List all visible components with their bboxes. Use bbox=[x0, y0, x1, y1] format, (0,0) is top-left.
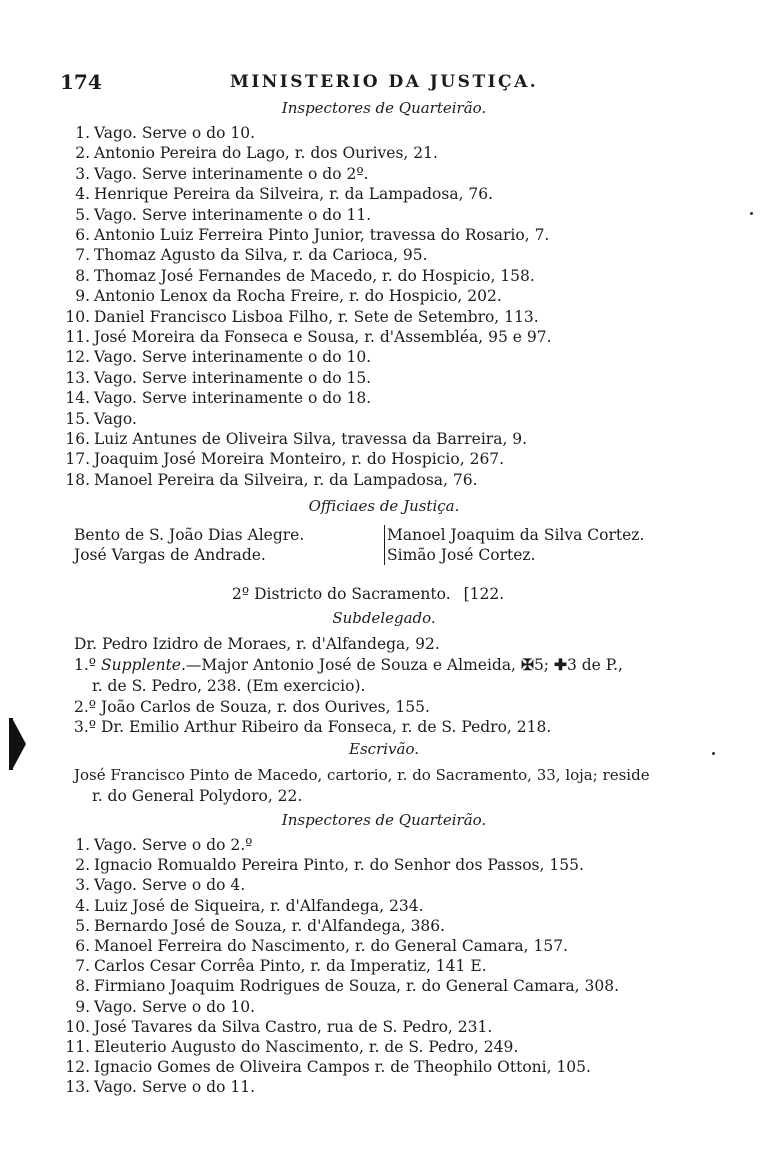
list-item-number: 8. bbox=[75, 266, 90, 285]
officiaes-right-1: Manoel Joaquim da Silva Cortez. bbox=[384, 525, 644, 545]
running-title: MINISTERIO DA JUSTIÇA. bbox=[230, 72, 539, 92]
list-item-number: 12. bbox=[65, 348, 90, 367]
list-item-text: Vago. Serve interinamente o do 11. bbox=[94, 205, 372, 224]
list-item bbox=[64, 936, 568, 956]
list-item bbox=[64, 307, 539, 327]
list-item-number: 3. bbox=[75, 164, 90, 183]
list-item bbox=[64, 1037, 518, 1057]
list-item-text: Thomaz José Fernandes de Macedo, r. do Hospicio, 158. bbox=[94, 266, 535, 285]
list-item-number: 10. bbox=[65, 307, 90, 326]
list-item-number: 2. bbox=[75, 856, 90, 875]
list-item-text: Vago. Serve o do 2.º bbox=[94, 836, 253, 854]
list-item-text: Henrique Pereira da Silveira, r. da Lampadosa, 76. bbox=[94, 185, 494, 204]
list-item-text: Vago. Serve o do 10. bbox=[94, 997, 255, 1016]
list-item-text: Ignacio Romualdo Pereira Pinto, r. do Senhor dos Passos, 155. bbox=[94, 856, 584, 875]
list-item-text: José Moreira da Fonseca e Sousa, r. d'Assembléa, 95 e 97. bbox=[94, 328, 552, 346]
list-item bbox=[64, 286, 502, 306]
district-name: 2º Districto do Sacramento. bbox=[232, 585, 451, 603]
list-item-text: Vago. Serve interinamente o do 10. bbox=[94, 348, 372, 367]
list-item bbox=[64, 225, 549, 245]
stray-dot-mark bbox=[712, 752, 715, 755]
list-item-text: Vago. Serve interinamente o do 15. bbox=[94, 368, 372, 387]
supplente-1 bbox=[74, 655, 623, 675]
escrivao-line-1: José Francisco Pinto de Macedo, cartorio, r. do Sacramento, 33, loja; reside bbox=[74, 766, 650, 784]
list-item-number: 6. bbox=[75, 226, 90, 244]
list-item-text: Vago. Serve o do 11. bbox=[94, 1078, 255, 1097]
officiaes-left-2: José Vargas de Andrade. bbox=[74, 546, 266, 564]
list-item-number: 9. bbox=[75, 287, 90, 306]
list-item bbox=[64, 245, 428, 265]
district-ref: [122. bbox=[463, 585, 505, 603]
list-item-number: 3. bbox=[75, 876, 90, 895]
list-item bbox=[64, 470, 478, 490]
list-item-number: 9. bbox=[75, 997, 90, 1016]
list-item-text: Vago. Serve o do 4. bbox=[94, 876, 246, 895]
list-item-number: 6. bbox=[75, 937, 90, 955]
list-item bbox=[64, 916, 445, 936]
list-item bbox=[64, 266, 535, 286]
list-item-number: 2. bbox=[75, 144, 90, 163]
page-number: 174 bbox=[60, 70, 102, 94]
list-item-text: Daniel Francisco Lisboa Filho, r. Sete de Setembro, 113. bbox=[94, 307, 539, 326]
stray-dot-mark bbox=[750, 212, 753, 215]
section-heading-escrivao: Escrivão. bbox=[349, 740, 419, 758]
list-item bbox=[64, 368, 371, 388]
list-item-number: 15. bbox=[65, 409, 90, 428]
district-title bbox=[232, 584, 504, 604]
list-item bbox=[64, 875, 245, 895]
list-item bbox=[64, 143, 438, 163]
list-item-text: Antonio Lenox da Rocha Freire, r. do Hospicio, 202. bbox=[94, 287, 502, 306]
list-item-text: Joaquim José Moreira Monteiro, r. do Hospicio, 267. bbox=[94, 450, 505, 469]
supplente-1-tail-1: 5; bbox=[533, 656, 550, 674]
list-item-text: Eleuterio Augusto do Nascimento, r. de S. Pedro, 249. bbox=[94, 1038, 519, 1056]
list-item bbox=[64, 835, 252, 855]
list-item-number: 7. bbox=[75, 957, 90, 976]
list-item bbox=[64, 1077, 255, 1097]
list-item-text: Ignacio Gomes de Oliveira Campos r. de Theophilo Ottoni, 105. bbox=[94, 1058, 591, 1077]
list-item-number: 13. bbox=[65, 1078, 90, 1097]
list-item bbox=[64, 205, 371, 225]
escrivao-line-2: r. do General Polydoro, 22. bbox=[92, 787, 303, 805]
list-item-number: 14. bbox=[65, 389, 90, 408]
section-heading-officiaes: Officiaes de Justiça. bbox=[308, 497, 460, 515]
list-item-number: 4. bbox=[75, 896, 90, 915]
list-item-text: Antonio Luiz Ferreira Pinto Junior, travessa do Rosario, 7. bbox=[94, 226, 550, 244]
supplente-1-text: —Major Antonio José de Souza e Almeida, bbox=[185, 656, 516, 674]
list-item-text: Firmiano Joaquim Rodrigues de Souza, r. do General Camara, 308. bbox=[94, 977, 620, 996]
section-heading-inspectores-2: Inspectores de Quarteirão. bbox=[281, 811, 487, 829]
list-item-number: 1. bbox=[75, 836, 90, 854]
list-item bbox=[64, 896, 424, 916]
list-item-number: 12. bbox=[65, 1058, 90, 1077]
list-item-text: Vago. bbox=[94, 409, 137, 428]
list-item-number: 4. bbox=[75, 185, 90, 204]
officiaes-left-1: Bento de S. João Dias Alegre. bbox=[74, 526, 305, 544]
list-item bbox=[64, 123, 255, 143]
list-item bbox=[64, 976, 619, 996]
list-item bbox=[64, 347, 371, 367]
list-item-text: Manoel Ferreira do Nascimento, r. do General Camara, 157. bbox=[94, 937, 568, 955]
officiaes-right-2: Simão José Cortez. bbox=[384, 545, 535, 565]
list-item-number: 16. bbox=[65, 430, 90, 448]
supplente-1-number: 1.º bbox=[74, 656, 97, 674]
list-item-text: Luiz Antunes de Oliveira Silva, travessa da Barreira, 9. bbox=[94, 430, 528, 448]
list-item-number: 5. bbox=[75, 205, 90, 224]
list-item-text: Vago. Serve o do 10. bbox=[94, 124, 255, 142]
list-item-text: Antonio Pereira do Lago, r. dos Ourives, 21. bbox=[94, 144, 438, 163]
list-item-text: Carlos Cesar Corrêa Pinto, r. da Imperatiz, 141 E. bbox=[94, 957, 487, 976]
list-item-number: 1. bbox=[75, 124, 90, 142]
list-item bbox=[64, 409, 137, 429]
list-item-number: 17. bbox=[65, 450, 90, 469]
list-item-text: Manoel Pereira da Silveira, r. da Lampadosa, 76. bbox=[94, 470, 478, 489]
list-item-number: 18. bbox=[65, 470, 90, 489]
list-item-text: Bernardo José de Souza, r. d'Alfandega, 386. bbox=[94, 916, 446, 935]
list-item bbox=[64, 1017, 492, 1037]
list-item bbox=[64, 997, 255, 1017]
margin-triangle-mark bbox=[12, 718, 26, 770]
list-item-text: Vago. Serve interinamente o do 2º. bbox=[94, 164, 369, 183]
list-item-text: Luiz José de Siqueira, r. d'Alfandega, 234. bbox=[94, 896, 424, 915]
section-heading-inspectores-1: Inspectores de Quarteirão. bbox=[281, 99, 487, 117]
list-item bbox=[64, 388, 371, 408]
supplente-1-tail-2: 3 de P., bbox=[566, 656, 623, 674]
list-item bbox=[64, 164, 369, 184]
list-item bbox=[64, 1057, 591, 1077]
list-item bbox=[64, 184, 493, 204]
list-item-number: 5. bbox=[75, 916, 90, 935]
list-item bbox=[64, 449, 504, 469]
list-item bbox=[64, 429, 527, 449]
section-heading-subdelegado: Subdelegado. bbox=[332, 609, 436, 627]
supplente-3: 3.º Dr. Emilio Arthur Ribeiro da Fonseca, r. de S. Pedro, 218. bbox=[74, 718, 552, 736]
supplente-1-continuation: r. de S. Pedro, 238. (Em exercicio). bbox=[92, 677, 366, 695]
list-item bbox=[64, 956, 487, 976]
list-item-text: Thomaz Agusto da Silva, r. da Carioca, 95. bbox=[94, 246, 428, 265]
list-item-number: 13. bbox=[65, 368, 90, 387]
list-item-text: José Tavares da Silva Castro, rua de S. Pedro, 231. bbox=[94, 1017, 493, 1036]
list-item-number: 10. bbox=[65, 1017, 90, 1036]
supplente-1-label: Supplente. bbox=[101, 656, 186, 674]
order-insignia-icon: ✠ bbox=[520, 655, 534, 674]
list-item-number: 7. bbox=[75, 246, 90, 265]
list-item-number: 8. bbox=[75, 977, 90, 996]
list-item bbox=[64, 855, 584, 875]
supplente-2: 2.º João Carlos de Souza, r. dos Ourives, 155. bbox=[74, 698, 430, 716]
list-item-number: 11. bbox=[65, 1038, 90, 1056]
list-item bbox=[64, 327, 552, 347]
page-header bbox=[0, 70, 768, 94]
cross-insignia-icon: ✚ bbox=[553, 655, 567, 674]
list-item-text: Vago. Serve interinamente o do 18. bbox=[94, 389, 372, 408]
subdelegado-main: Dr. Pedro Izidro de Moraes, r. d'Alfandega, 92. bbox=[74, 635, 440, 653]
list-item-number: 11. bbox=[65, 328, 90, 346]
